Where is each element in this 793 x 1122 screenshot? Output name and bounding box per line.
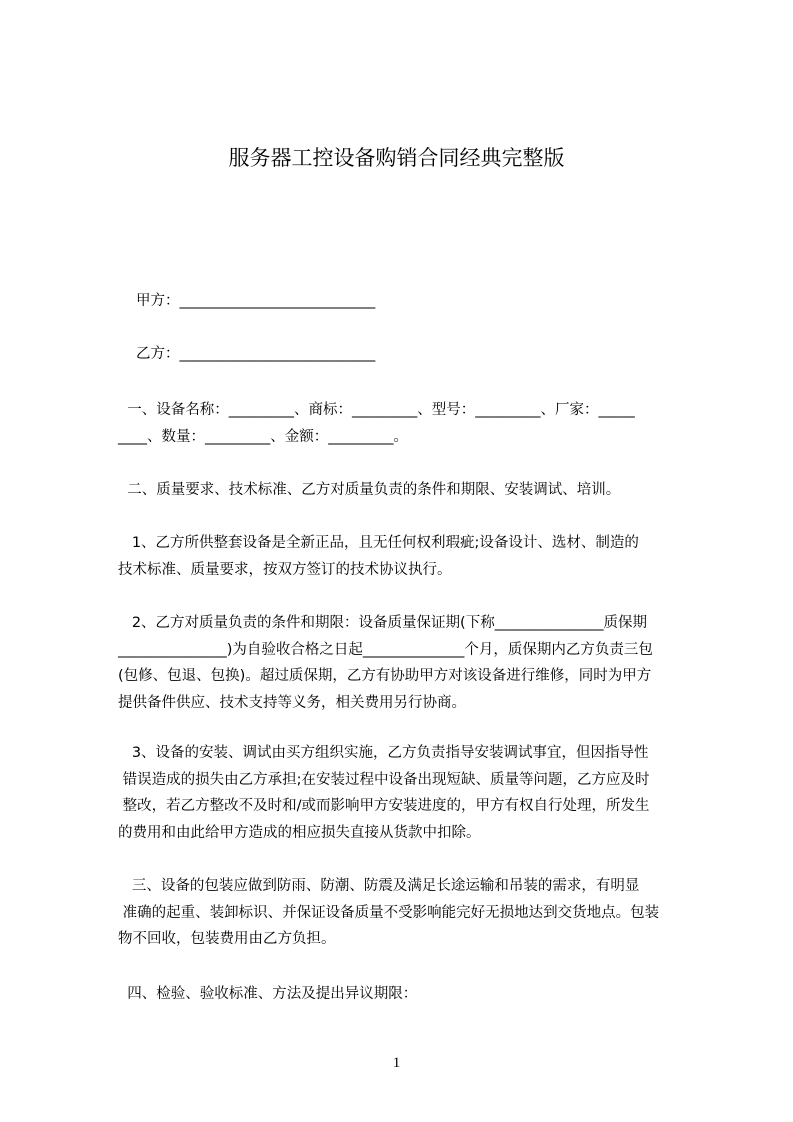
document-title: 服务器工控设备购销合同经典完整版 (228, 146, 565, 170)
text-line: 技术标准、质量要求，按双方签订的技术协议执行。 (118, 561, 452, 578)
text-line: 提供备件供应、技术支持等义务，相关费用另行协商。 (118, 694, 466, 711)
text-line: (包修、包退、包换)。超过质保期，乙方有协助甲方对该设备进行维修，同时为甲方 (118, 668, 652, 684)
text-line: 的费用和由此给甲方造成的相应损失直接从货款中扣除。 (118, 824, 481, 841)
clause-4-heading (118, 981, 708, 1008)
text-line: 3、设备的安装、调试由买方组织实施，乙方负责指导安装调试事宜，但因指导性 (118, 745, 649, 761)
text-line: 四、检验、验收标准、方法及提出异议期限： (118, 986, 418, 1002)
text-line: 一、设备名称：_________、商标：_________、型号：_________、厂家：_____ (118, 402, 635, 418)
text-line: 物不回收，包装费用由乙方负担。 (118, 931, 336, 947)
clause-3-packaging (118, 873, 708, 953)
clause-2-item-2 (118, 610, 708, 716)
party-a-line: 甲方：___________________________ (136, 293, 376, 309)
clause-2-item-3 (118, 740, 708, 846)
text-line: ____、数量：_________、金额：_________。 (118, 428, 408, 445)
clause-2-heading (118, 477, 708, 504)
text-line: 准确的起重、装卸标识、并保证设备质量不受影响能完好无损地达到交货地点。包装 (118, 904, 660, 921)
text-line: 1、乙方所供整套设备是全新正品，且无任何权利瑕疵;设备设计、选材、制造的 (118, 535, 639, 551)
text-line: _______________)为自验收合格之日起______________个月，质保期内乙方负责三包 (118, 641, 653, 658)
text-line: 2、乙方对质量负责的条件和期限：设备质量保证期(下称_______________质保期 (118, 615, 647, 631)
party-b-line: 乙方：___________________________ (136, 346, 376, 362)
text-line: 错误造成的损失由乙方承担;在安装过程中设备出现短缺、质量等问题，乙方应及时 (118, 771, 650, 788)
text-line: 三、设备的包装应做到防雨、防潮、防震及满足长途运输和吊装的需求，有明显 (118, 878, 640, 894)
clause-2-item-1 (118, 530, 708, 583)
page-number: 1 (392, 1055, 401, 1071)
clause-1-equipment (118, 397, 708, 450)
text-line: 二、质量要求、技术标准、乙方对质量负责的条件和期限、安装调试、培训。 (118, 482, 621, 498)
text-line: 整改，若乙方整改不及时和/或而影响甲方安装进度的，甲方有权自行处理，所发生 (118, 798, 650, 814)
